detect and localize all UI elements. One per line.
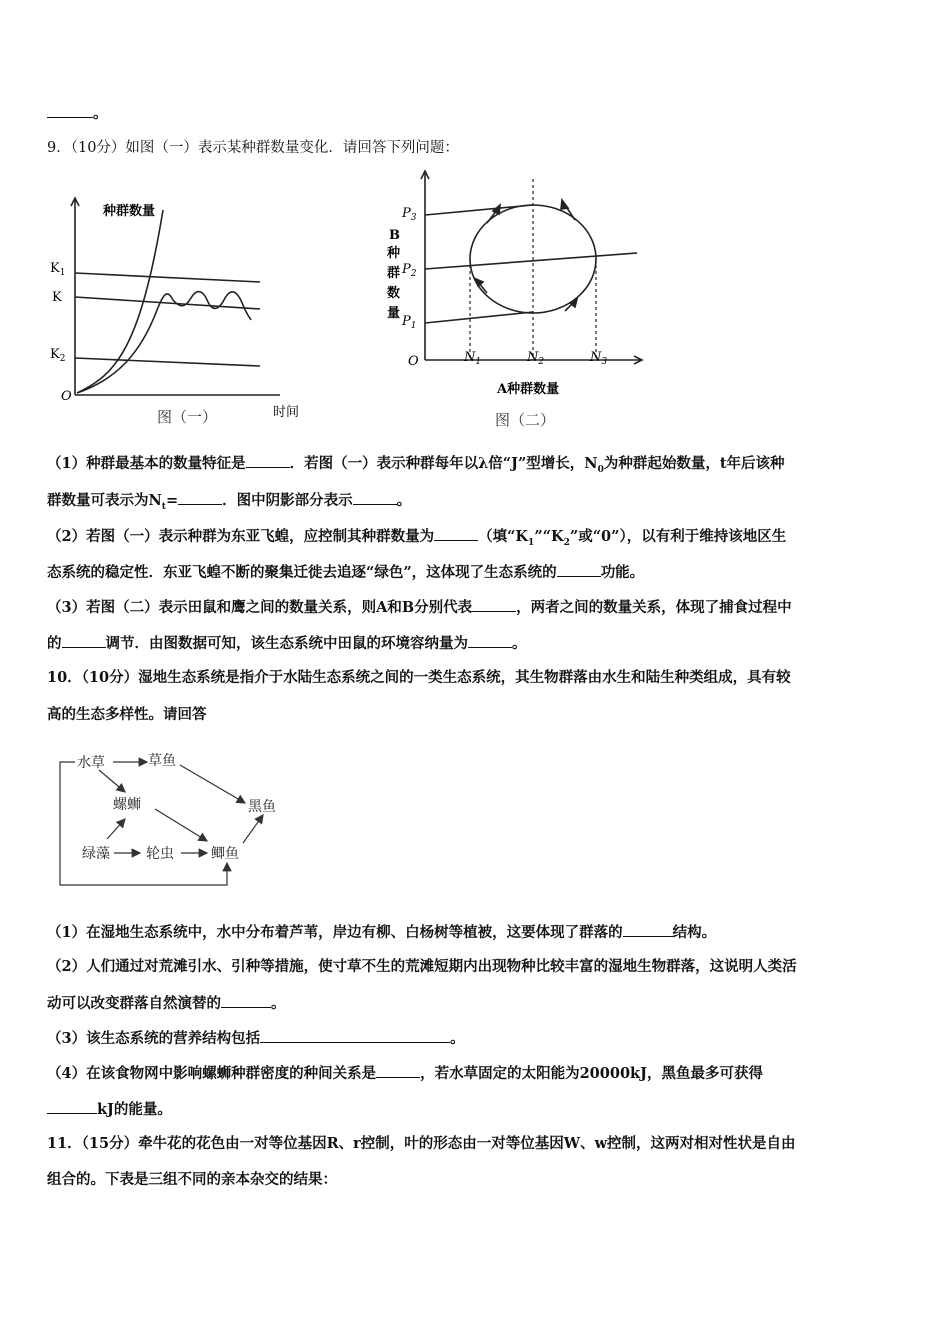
- answer-blank[interactable]: [557, 562, 601, 577]
- node-shuicao: 水草: [77, 755, 105, 771]
- answer-blank[interactable]: [47, 103, 93, 118]
- q9-part2-line2: 态系统的稳定性．东亚飞蝗不断的聚集迁徙去追逐“绿色”，这体现了生态系统的 功能。: [47, 564, 645, 581]
- q11-heading-line2: 组合的。下表是三组不同的亲本杂交的结果：: [47, 1171, 337, 1188]
- k1-line: [75, 273, 260, 282]
- answer-blank[interactable]: [178, 490, 222, 505]
- p1-line: [425, 312, 533, 323]
- q10-part3: （3）该生态系统的营养结构包括 。: [47, 1030, 465, 1047]
- fig2-ylabel-4: 量: [387, 306, 401, 321]
- answer-blank[interactable]: [260, 1028, 450, 1043]
- top-fragment: 。: [47, 103, 910, 124]
- node-jiyu: 鲫鱼: [211, 846, 239, 862]
- fig2-ylabel-2: 群: [387, 266, 401, 281]
- answer-blank[interactable]: [62, 633, 106, 648]
- node-caoyu: 草鱼: [148, 753, 176, 769]
- answer-blank[interactable]: [221, 993, 271, 1008]
- answer-blank[interactable]: [434, 526, 478, 541]
- q10-part2-line1: （2）人们通过对荒滩引水、引种等措施，使寸草不生的荒滩短期内出现物种比较丰富的湿地生物群落，这说明人类活: [47, 958, 797, 975]
- k-label: K: [52, 290, 62, 305]
- node-lvzao: 绿藻: [82, 846, 110, 862]
- q9-heading: 9．（10分）如图（一）表示某种群数量变化．请回答下列问题：: [47, 140, 459, 156]
- answer-blank[interactable]: [246, 453, 290, 468]
- q9-part3-line2: 的 调节．由图数据可知，该生态系统中田鼠的环境容纳量为 。: [47, 635, 527, 652]
- q10-heading-line2: 高的生态多样性。请回答: [47, 706, 207, 723]
- fig2-caption: 图（二）: [495, 411, 556, 429]
- fig1-ylabel: 种群数量: [103, 204, 156, 219]
- figure-1-population-curve: [45, 190, 300, 435]
- q10-part4-line2: kJ的能量。: [47, 1099, 910, 1120]
- k1-label: $K_1$: [50, 261, 66, 278]
- k2-label: $K_2$: [50, 347, 66, 364]
- answer-blank[interactable]: [472, 597, 516, 612]
- fig2-ylabel-3: 数: [387, 286, 401, 301]
- origin-label: O: [61, 389, 72, 404]
- n3-label: $N_3$: [590, 350, 608, 367]
- p3-label: $P_3$: [402, 206, 417, 223]
- answer-blank[interactable]: [468, 633, 512, 648]
- answer-blank[interactable]: [376, 1063, 420, 1078]
- p2-label: $P_2$: [402, 262, 417, 279]
- n2-label: $N_2$: [527, 350, 545, 367]
- food-web-diagram: [55, 745, 305, 890]
- q10-heading-line1: 10．（10分）湿地生态系统是指介于水陆生态系统之间的一类生态系统，其生物群落由水生和陆生种类组成，具有较: [47, 669, 791, 686]
- q11-heading-line1: 11．（15分）牵牛花的花色由一对等位基因R、r控制，叶的形态由一对等位基因W、w控制，这两对相对性状是自由: [47, 1135, 796, 1152]
- fig2-ylabel-1: 种: [387, 246, 401, 261]
- fig2-xlabel: A种群数量: [497, 382, 560, 397]
- answer-blank[interactable]: [47, 1099, 97, 1114]
- answer-blank[interactable]: [623, 922, 673, 937]
- fig2-ylabel-0: B: [389, 228, 400, 243]
- n1-label: $N_1$: [464, 350, 482, 367]
- q9-part3-line1: （3）若图（二）表示田鼠和鹰之间的数量关系，则A和B分别代表 ，两者之间的数量关系，体现了捕食过程中: [47, 599, 792, 616]
- q10-part2-line2: 动可以改变群落自然演替的 。: [47, 995, 286, 1012]
- answer-blank[interactable]: [353, 490, 397, 505]
- node-lunchong: 轮虫: [146, 846, 174, 862]
- p1-label: $P_1$: [402, 314, 417, 331]
- q9-part1-line2: 群数量可表示为$N_t=$ ．图中阴影部分表示 。: [47, 492, 412, 512]
- node-luosi: 螺蛳: [113, 797, 141, 813]
- k2-line: [75, 358, 260, 366]
- k-line: [75, 297, 260, 309]
- q9-part2-line1: （2）若图（一）表示种群为东亚飞蝗，应控制其种群数量为 （填“$K_1”“K_2$”或“0”），以有利于维持该地区生: [47, 528, 787, 548]
- q10-part1: （1）在湿地生态系统中，水中分布着芦苇，岸边有柳、白杨树等植被，这要体现了群落的 结构。: [47, 924, 717, 941]
- fig1-caption: 图（一）: [157, 408, 218, 426]
- figure-2-predator-prey-cycle: [375, 165, 650, 435]
- fig1-xlabel: 时间: [273, 405, 300, 420]
- node-heiyu: 黑鱼: [248, 799, 276, 815]
- p2-line: [425, 253, 637, 269]
- q9-part1-line1: （1）种群最基本的数量特征是 ．若图（一）表示种群每年以λ倍“J”型增长，$N_0$为种群起始数量，t年后该种: [47, 455, 785, 475]
- q10-part4-line1: （4）在该食物网中影响螺蛳种群密度的种间关系是 ，若水草固定的太阳能为20000kJ，黑鱼最多可获得: [47, 1065, 763, 1082]
- origin-label: O: [408, 354, 419, 369]
